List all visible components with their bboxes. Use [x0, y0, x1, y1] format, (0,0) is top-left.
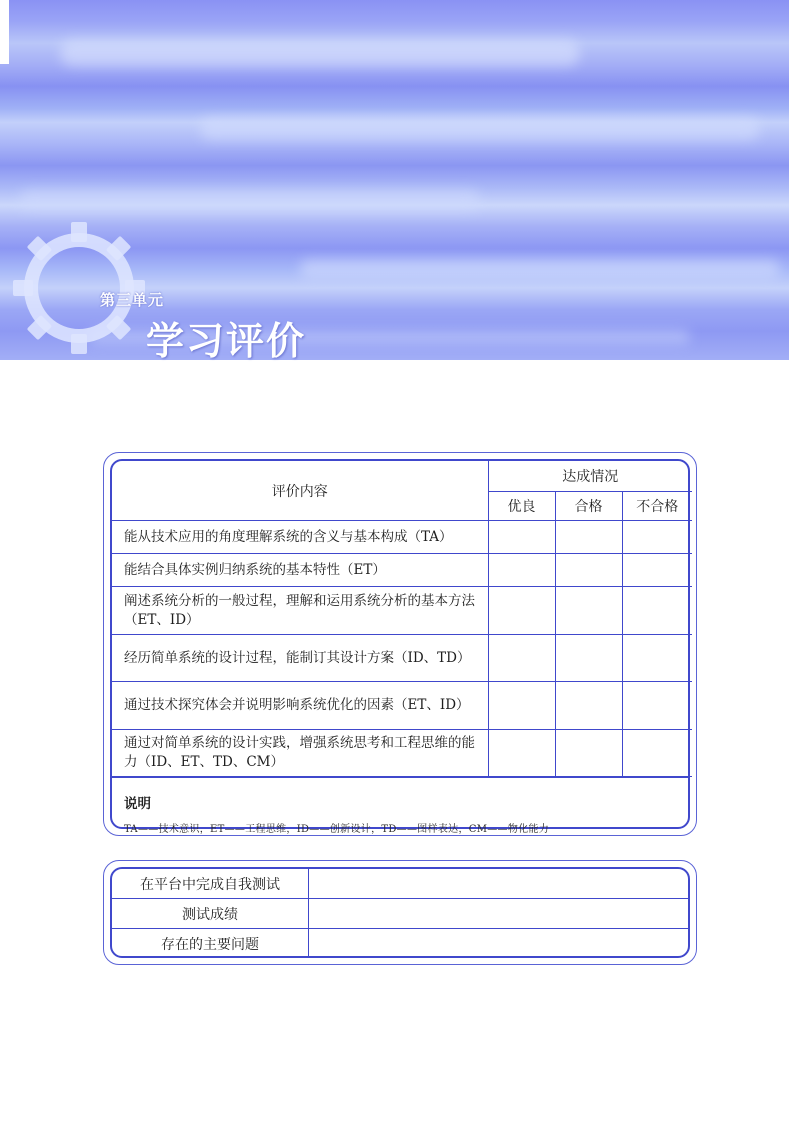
- unit-label: 第三单元: [100, 291, 165, 309]
- pass-cell[interactable]: [555, 554, 622, 587]
- evaluation-card: [110, 459, 690, 835]
- fail-cell[interactable]: [622, 521, 692, 554]
- criterion-text: 阐述系统分析的一般过程，理解和运用系统分析的基本方法（ET、ID）: [112, 587, 488, 635]
- evaluation-table: [112, 461, 692, 777]
- header-achievement: 达成情况: [488, 461, 692, 492]
- pass-cell[interactable]: [555, 521, 622, 554]
- self-test-value[interactable]: [309, 869, 689, 899]
- self-test-table: [112, 869, 688, 958]
- pass-cell[interactable]: [555, 587, 622, 635]
- problems-label: 存在的主要问题: [112, 929, 309, 959]
- excellent-cell[interactable]: [488, 682, 555, 730]
- header-level-fail: 不合格: [622, 492, 692, 521]
- table-row: [112, 682, 692, 730]
- table-row: [112, 554, 692, 587]
- table-row: [112, 521, 692, 554]
- self-test-card: [110, 867, 690, 958]
- criterion-text: 能结合具体实例归纳系统的基本特性（ET）: [112, 554, 488, 587]
- notes-title: 说明: [124, 796, 151, 812]
- criterion-text: 经历简单系统的设计过程，能制订其设计方案（ID、TD）: [112, 635, 488, 682]
- excellent-cell[interactable]: [488, 554, 555, 587]
- banner-corner-notch: [0, 0, 9, 64]
- fail-cell[interactable]: [622, 554, 692, 587]
- pass-cell[interactable]: [555, 635, 622, 682]
- excellent-cell[interactable]: [488, 587, 555, 635]
- page-title: 学习评价: [146, 319, 307, 363]
- header-level-pass: 合格: [555, 492, 622, 521]
- criterion-text: 通过对简单系统的设计实践，增强系统思考和工程思维的能力（ID、ET、TD、CM）: [112, 730, 488, 777]
- table-row: [112, 929, 688, 959]
- table-row: [112, 869, 688, 899]
- unit-banner: [0, 0, 789, 363]
- pass-cell[interactable]: [555, 682, 622, 730]
- criterion-text: 通过技术探究体会并说明影响系统优化的因素（ET、ID）: [112, 682, 488, 730]
- notes-text: TA——技术意识，ET——工程思维，ID——创新设计，TD——图样表达，CM——物化能力: [124, 824, 550, 835]
- fail-cell[interactable]: [622, 682, 692, 730]
- self-test-label: 在平台中完成自我测试: [112, 869, 309, 899]
- problems-value[interactable]: [309, 929, 689, 959]
- fail-cell[interactable]: [622, 587, 692, 635]
- fail-cell[interactable]: [622, 730, 692, 777]
- table-row: [112, 899, 688, 929]
- table-row: [112, 635, 692, 682]
- table-row: [112, 587, 692, 635]
- header-content: 评价内容: [112, 461, 488, 521]
- notes-section: [112, 777, 688, 835]
- gear-icon: [4, 208, 154, 358]
- excellent-cell[interactable]: [488, 730, 555, 777]
- criterion-text: 能从技术应用的角度理解系统的含义与基本构成（TA）: [112, 521, 488, 554]
- score-label: 测试成绩: [112, 899, 309, 929]
- banner-right-edge: [789, 64, 800, 360]
- excellent-cell[interactable]: [488, 635, 555, 682]
- table-row: [112, 730, 692, 777]
- excellent-cell[interactable]: [488, 521, 555, 554]
- score-value[interactable]: [309, 899, 689, 929]
- fail-cell[interactable]: [622, 635, 692, 682]
- header-level-excellent: 优良: [488, 492, 555, 521]
- pass-cell[interactable]: [555, 730, 622, 777]
